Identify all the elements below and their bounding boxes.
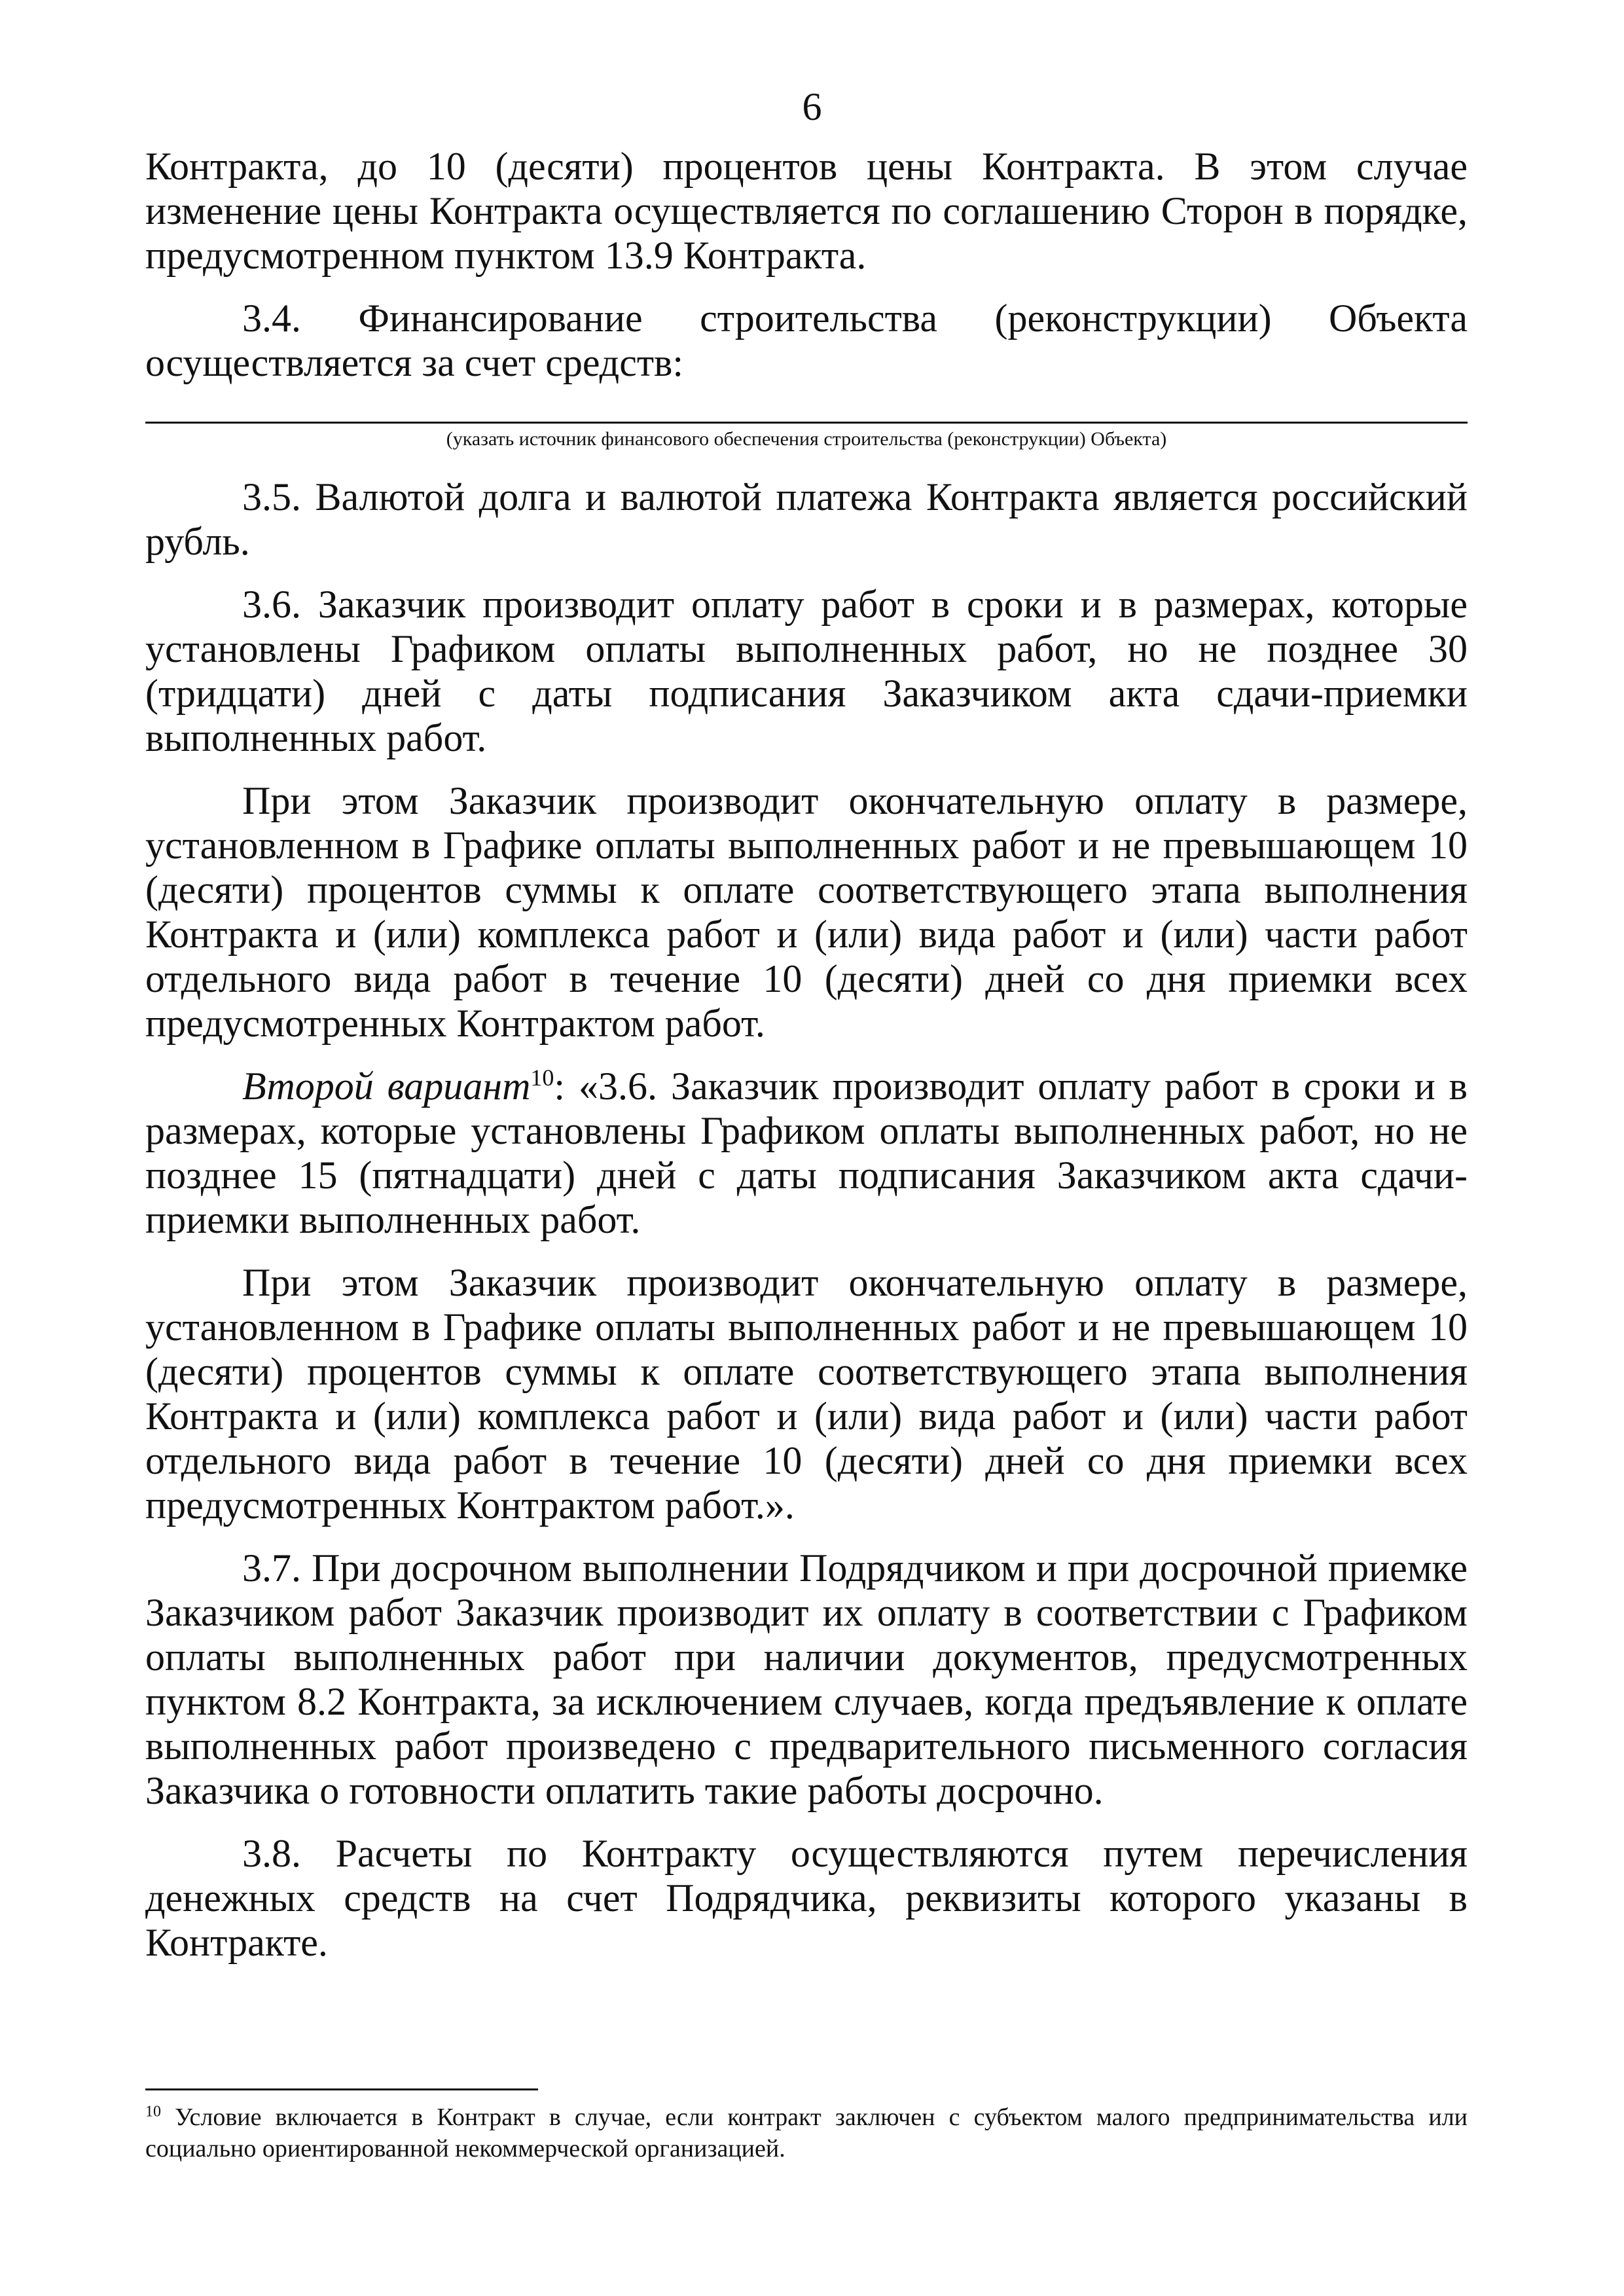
paragraph-3-7-early-completion: 3.7. При досрочном выполнении Подрядчиком и при досрочной приемке Заказчиком работ Заказчик производит их оплату в соответствии с Графиком оплаты выполненных работ при наличии документов, предусмотренных пунктом 8.2 Контракта, за исключением случаев, когда предъявление к оплате выполненных работ произведено с предварительного письменного согласия Заказчика о готовности оплатить такие работы досрочно. [145, 1546, 1468, 1812]
paragraph-second-variant [145, 1064, 1468, 1242]
paragraph-final-payment: При этом Заказчик производит окончательную оплату в размере, установленном в Графике оплаты выполненных работ и не превышающем 10 (десяти) процентов суммы к оплате соответствующего этапа выполнения Контракта и (или) комплекса работ и (или) вида работ и (или) части работ отдельного вида работ в течение 10 (десяти) дней со дня приемки всех предусмотренных Контрактом работ. [145, 779, 1468, 1045]
paragraph-3-6-payment: 3.6. Заказчик производит оплату работ в сроки и в размерах, которые установлены Графиком оплаты выполненных работ, но не позднее 30 (тридцати) дней с даты подписания Заказчиком акта сдачи-приемки выполненных работ. [145, 583, 1468, 759]
footnote-separator [145, 2088, 538, 2090]
financing-source-caption: (указать источник финансового обеспечения строительства (реконструкции) Объекта) [446, 428, 1167, 450]
second-variant-label: Второй вариант [242, 1065, 531, 1108]
financing-source-blank-line [145, 422, 1468, 424]
document-body [145, 144, 1468, 1983]
paragraph-final-payment-variant: При этом Заказчик производит окончательную оплату в размере, установленном в Графике оплаты выполненных работ и не превышающем 10 (десяти) процентов суммы к оплате соответствующего этапа выполнения Контракта и (или) комплекса работ и (или) вида работ и (или) части работ отдельного вида работ в течение 10 (десяти) дней со дня приемки всех предусмотренных Контрактом работ.». [145, 1261, 1468, 1527]
paragraph-3-8-settlements: 3.8. Расчеты по Контракту осуществляются путем перечисления денежных средств на счет Подрядчика, реквизиты которого указаны в Контракте. [145, 1832, 1468, 1964]
page-number: 6 [802, 85, 822, 128]
paragraph-3-5-currency: 3.5. Валютой долга и валютой платежа Контракта является российский рубль. [145, 475, 1468, 563]
paragraph-contract-price-change: Контракта, до 10 (десяти) процентов цены Контракта. В этом случае изменение цены Контракта осуществляется по соглашению Сторон в порядке, предусмотренном пунктом 13.9 Контракта. [145, 145, 1468, 277]
footnote-text: Условие включается в Контракт в случае, если контракт заключен с субъектом малого предпринимательства или социально ориентированной некоммерческой организацией. [145, 2104, 1468, 2162]
footnote-marker: 10 [145, 2103, 161, 2121]
second-variant-text: : «3.6. Заказчик производит оплату работ в сроки и в размерах, которые установлены Графиком оплаты выполненных работ, но не позднее 15 (пятнадцати) дней с даты подписания Заказчиком акта сдачи-приемки выполненных работ. [145, 1065, 1468, 1241]
paragraph-3-4-financing: 3.4. Финансирование строительства (реконструкции) Объекта осуществляется за счет средств: [145, 297, 1468, 384]
footnote-reference: 10 [530, 1065, 554, 1091]
footnote [145, 2102, 1468, 2164]
